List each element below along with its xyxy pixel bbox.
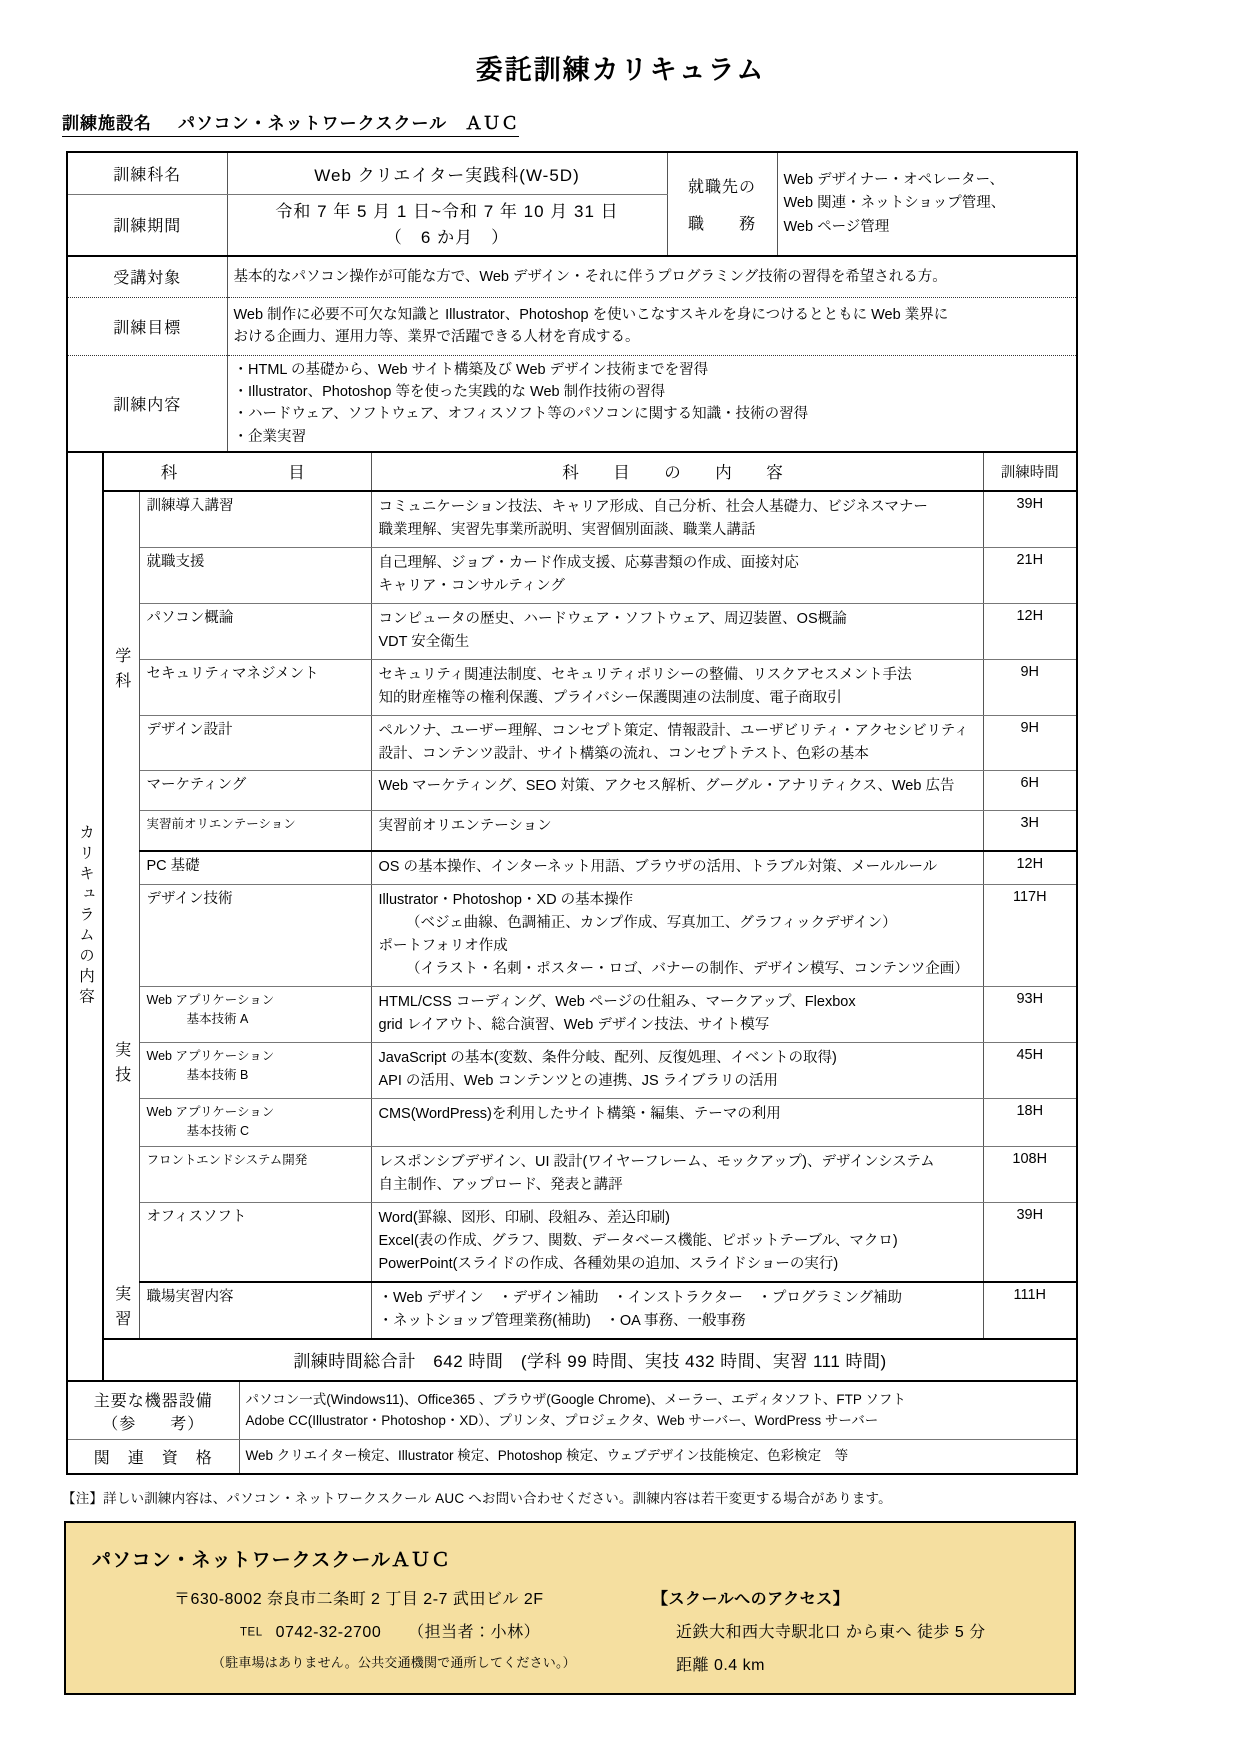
content-line: CMS(WordPress)を利用したサイト構築・編集、テーマの利用: [378, 1105, 781, 1122]
content-line: 設計、コンテンツ設計、サイト構築の流れ、コンセプトテスト、色彩の基本: [378, 745, 869, 762]
content-line-1: ・HTML の基礎から、Web サイト構築及び Web デザイン技術までを習得: [233, 361, 709, 378]
group-label-gakka: 学科: [103, 491, 139, 851]
content-line: OS の基本操作、インターネット用語、ブラウザの活用、トラブル対策、メールルール: [378, 858, 938, 875]
subject-hours: 93H: [983, 987, 1077, 1043]
content-line: JavaScript の基本(変数、条件分岐、配列、反復処理、イベントの取得): [378, 1049, 837, 1066]
table-row: [67, 885, 1077, 987]
table-row: [67, 1042, 1077, 1098]
subject-hours: 39H: [983, 491, 1077, 547]
job-label-line1: 就職先の: [687, 179, 756, 196]
content-line: Excel(表の作成、グラフ、関数、データベース機能、ピボットテーブル、マクロ): [378, 1233, 898, 1250]
table-row-content: [67, 355, 1077, 452]
total-hours-text: 訓練時間総合計 642 時間 (学科 99 時間、実技 432 時間、実習 111 時間): [293, 1351, 887, 1371]
table-row: [67, 1203, 1077, 1282]
content-line: Word(罫線、図形、印刷、段組み、差込印刷): [378, 1210, 670, 1227]
target-value: 基本的なパソコン操作が可能な方で、Web デザイン・それに伴うプログラミング技術の習得を希望される方。: [227, 257, 1077, 297]
column-header-content: 科 目 の 内 容: [371, 453, 983, 491]
subject-line-2: 基本技術 C: [186, 1124, 250, 1139]
content-line: ポートフォリオ作成: [378, 938, 508, 955]
course-name-label: 訓練科名: [67, 152, 227, 194]
subject-hours: 108H: [983, 1147, 1077, 1203]
content-line: コンピュータの歴史、ハードウェア・ソフトウェア、周辺装置、OS概論: [378, 611, 847, 627]
equipment-line-1: パソコン一式(Windows11)、Office365 、ブラウザ(Google Chrome)、メーラー、エディタソフト、FTP ソフト: [245, 1391, 906, 1407]
table-row: [67, 491, 1077, 547]
school-contact-block: [92, 1586, 652, 1675]
facility-label: 訓練施設名: [62, 114, 152, 133]
content-line: 実習前オリエンテーション: [378, 818, 552, 835]
qualification-value: Web クリエイター検定、Illustrator 検定、Photoshop 検定、ウェブデザイン技能検定、色彩検定 等: [245, 1448, 849, 1464]
content-line: 自主制作、アップロード、発表と講評: [378, 1177, 623, 1194]
table-row-course-name: [67, 152, 1077, 194]
curriculum-header-row: [67, 453, 1077, 491]
subject-content: [371, 548, 983, 604]
subject-content: [371, 1147, 983, 1203]
subject-name: 就職支援: [139, 548, 371, 604]
goal-line-1: Web 制作に必要不可欠な知識と Illustrator、Photoshop を使いこなすスキルを身につけるとともに Web 業界に: [233, 306, 949, 323]
content-line: API の活用、Web コンテンツとの連携、JS ライブラリの活用: [378, 1072, 778, 1089]
goal-line-2: おける企画力、運用力等、業界で活躍できる人材を育成する。: [233, 329, 640, 345]
table-row: [67, 1098, 1077, 1147]
subject-name: [139, 1098, 371, 1147]
header-info-table: [66, 151, 1078, 257]
equipment-qualification-table: [66, 1382, 1078, 1475]
subject-content: [371, 811, 983, 851]
goal-label: 訓練目標: [67, 297, 227, 355]
table-row: [67, 1282, 1077, 1339]
subject-name: [139, 987, 371, 1043]
table-row-total: [67, 1339, 1077, 1381]
subject-hours: 18H: [983, 1098, 1077, 1147]
table-row: [67, 1147, 1077, 1203]
content-line: grid レイアウト、総合演習、Web デザイン技法、サイト模写: [378, 1016, 770, 1033]
subject-name: [139, 1042, 371, 1098]
content-line: キャリア・コンサルティング: [378, 578, 565, 595]
job-value-2: Web 関連・ネットショップ管理、: [783, 195, 1006, 212]
facility-line: [62, 109, 519, 137]
content-line: 自己理解、ジョブ・カード作成支援、応募書類の作成、面接対応: [378, 555, 799, 572]
content-line: VDT 安全衛生: [378, 633, 470, 650]
job-label: [667, 152, 777, 256]
school-info-box: [64, 1521, 1076, 1695]
tel-number: 0742-32-2700: [275, 1623, 382, 1641]
subject-name: フロントエンドシステム開発: [139, 1147, 371, 1203]
column-header-hours: 訓練時間: [983, 453, 1077, 491]
subject-hours: 12H: [983, 851, 1077, 885]
table-row: [67, 548, 1077, 604]
content-line: セキュリティ関連法制度、セキュリティポリシーの整備、リスクアセスメント手法: [378, 666, 912, 683]
content-line-2: ・Illustrator、Photoshop 等を使った実践的な Web 制作技術の習得: [233, 383, 666, 400]
facility-value: パソコン・ネットワークスクール ＡＵＣ: [178, 114, 520, 133]
school-phone-line: [240, 1619, 652, 1642]
content-line: Web マーケティング、SEO 対策、アクセス解析、グーグル・アナリティクス、Web 広告: [378, 778, 955, 795]
subject-content: [371, 851, 983, 885]
content-line: ・ネットショップ管理業務(補助) ・OA 事務、一般事務: [378, 1312, 746, 1329]
content-line: PowerPoint(スライドの作成、各種効果の追加、スライドショーの実行): [378, 1256, 839, 1273]
subject-content: [371, 1203, 983, 1282]
target-label: 受講対象: [67, 257, 227, 297]
note-text: 【注】詳しい訓練内容は、パソコン・ネットワークスクール AUC へお問い合わせください。訓練内容は若干変更する場合があります。: [62, 1490, 892, 1506]
table-row-goal: [67, 297, 1077, 355]
table-row: [67, 987, 1077, 1043]
content-line: レスポンシブデザイン、UI 設計(ワイヤーフレーム、モックアップ)、デザインシステム: [378, 1154, 935, 1171]
subject-name: セキュリティマネジメント: [139, 659, 371, 715]
job-label-line2: 職 務: [687, 216, 756, 233]
subject-name: 実習前オリエンテーション: [139, 811, 371, 851]
equipment-value: [239, 1382, 1077, 1440]
subject-hours: 39H: [983, 1203, 1077, 1282]
subject-hours: 117H: [983, 885, 1077, 987]
content-line: ・Web デザイン ・デザイン補助 ・インストラクター ・プログラミング補助: [378, 1289, 903, 1306]
content-label: 訓練内容: [67, 355, 227, 452]
content-line: HTML/CSS コーディング、Web ページの仕組み、マークアップ、Flexbox: [378, 994, 856, 1011]
table-row-target: [67, 257, 1077, 297]
parking-note: （駐車場はありません。公共交通機関で通所してください。）: [212, 1654, 576, 1670]
period-dates: 令和 7 年 5 月 1 日~令和 7 年 10 月 31 日: [275, 202, 619, 222]
job-value-3: Web ページ管理: [783, 218, 890, 235]
access-distance: 距離 0.4 km: [676, 1656, 765, 1674]
content-line: （イラスト・名刺・ポスター・ロゴ、バナーの制作、デザイン模写、コンテンツ企画）: [406, 961, 969, 978]
subject-hours: 21H: [983, 548, 1077, 604]
table-row: [67, 659, 1077, 715]
curriculum-table: [66, 453, 1078, 1381]
subject-line-2: 基本技術 B: [186, 1068, 249, 1083]
table-row: [67, 771, 1077, 811]
subject-name: PC 基礎: [139, 851, 371, 885]
course-name-value: Web クリエイター実践科(W-5D): [227, 152, 667, 194]
subject-hours: 9H: [983, 715, 1077, 771]
curriculum-side-label: カリキュラムの内容: [67, 453, 103, 1380]
subject-name: オフィスソフト: [139, 1203, 371, 1282]
access-title: 【スクールへのアクセス】: [652, 1590, 850, 1608]
subject-line-2: 基本技術 A: [186, 1012, 249, 1027]
subject-hours: 45H: [983, 1042, 1077, 1098]
content-line: （ベジェ曲線、色調補正、カンプ作成、写真加工、グラフィックデザイン）: [406, 915, 897, 932]
subject-content: [371, 1042, 983, 1098]
subject-content: [371, 491, 983, 547]
subject-hours: 111H: [983, 1282, 1077, 1339]
qualification-label: 関 連 資 格: [67, 1440, 239, 1474]
content-line: コミュニケーション技法、キャリア形成、自己分析、社会人基礎力、ビジネスマナー: [378, 499, 928, 516]
content-line: 知的財産権等の権利保護、プライバシー保護関連の法制度、電子商取引: [378, 689, 842, 706]
period-label: 訓練期間: [67, 194, 227, 256]
overview-table: [66, 257, 1078, 453]
subject-hours: 3H: [983, 811, 1077, 851]
period-value: [227, 194, 667, 256]
table-row: [67, 811, 1077, 851]
subject-line-1: Web アプリケーション: [146, 1048, 275, 1063]
content-line: ペルソナ、ユーザー理解、コンセプト策定、情報設計、ユーザビリティ・アクセシビリティ: [378, 722, 969, 739]
subject-name: 訓練導入講習: [139, 491, 371, 547]
tel-label: TEL: [240, 1626, 263, 1639]
job-values: [777, 152, 1077, 256]
equipment-label: [67, 1382, 239, 1440]
subject-line-1: Web アプリケーション: [146, 1104, 275, 1119]
subject-hours: 6H: [983, 771, 1077, 811]
job-value-1: Web デザイナー・オペレーター、: [783, 171, 1004, 188]
subject-line-1: Web アプリケーション: [146, 993, 275, 1008]
school-address: 〒630-8002 奈良市二条町 2 丁目 2-7 武田ビル 2F: [174, 1590, 544, 1608]
content-line: 職業理解、実習先事業所説明、実習個別面談、職業人講話: [378, 522, 756, 539]
subject-content: [371, 885, 983, 987]
subject-content: [371, 1282, 983, 1339]
group-label-jitsugi: 実技: [103, 851, 139, 1282]
period-months: （ 6 か月 ）: [384, 227, 510, 247]
subject-content: [371, 771, 983, 811]
group-label-jisshu: 実習: [103, 1282, 139, 1339]
goal-value: [227, 297, 1077, 355]
school-access-block: [652, 1586, 1072, 1675]
table-row: [67, 851, 1077, 885]
subject-content: [371, 659, 983, 715]
equipment-label-line2: （参 考）: [102, 1415, 205, 1433]
subject-hours: 9H: [983, 659, 1077, 715]
table-row-equipment: [67, 1382, 1077, 1440]
subject-name: デザイン設計: [139, 715, 371, 771]
page-title: 委託訓練カリキュラム: [475, 55, 766, 85]
subject-name: 職場実習内容: [139, 1282, 371, 1339]
subject-name: パソコン概論: [139, 604, 371, 660]
equipment-line-2: Adobe CC(Illustrator・Photoshop・XD）、プリンタ、プロジェクタ、Web サーバー、WordPress サーバー: [245, 1412, 879, 1428]
table-row: [67, 715, 1077, 771]
content-line: Illustrator・Photoshop・XD の基本操作: [378, 892, 634, 909]
subject-name: マーケティング: [139, 771, 371, 811]
content-line-4: ・企業実習: [233, 428, 306, 445]
equipment-label-line1: 主要な機器設備: [93, 1392, 213, 1410]
contact-person: （担当者：小林）: [408, 1623, 541, 1641]
table-row: [67, 604, 1077, 660]
content-value: [227, 355, 1077, 452]
school-name: パソコン・ネットワークスクールＡＵＣ: [92, 1549, 452, 1571]
subject-name: デザイン技術: [139, 885, 371, 987]
subject-content: [371, 715, 983, 771]
access-route: 近鉄大和西大寺駅北口 から東へ 徒歩 5 分: [676, 1623, 986, 1641]
subject-content: [371, 987, 983, 1043]
content-line-3: ・ハードウェア、ソフトウェア、オフィスソフト等のパソコンに関する知識・技術の習得: [233, 406, 809, 423]
table-row-qualification: [67, 1440, 1077, 1474]
subject-content: [371, 604, 983, 660]
column-header-subject: 科 目: [103, 453, 371, 491]
subject-hours: 12H: [983, 604, 1077, 660]
subject-content: [371, 1098, 983, 1147]
